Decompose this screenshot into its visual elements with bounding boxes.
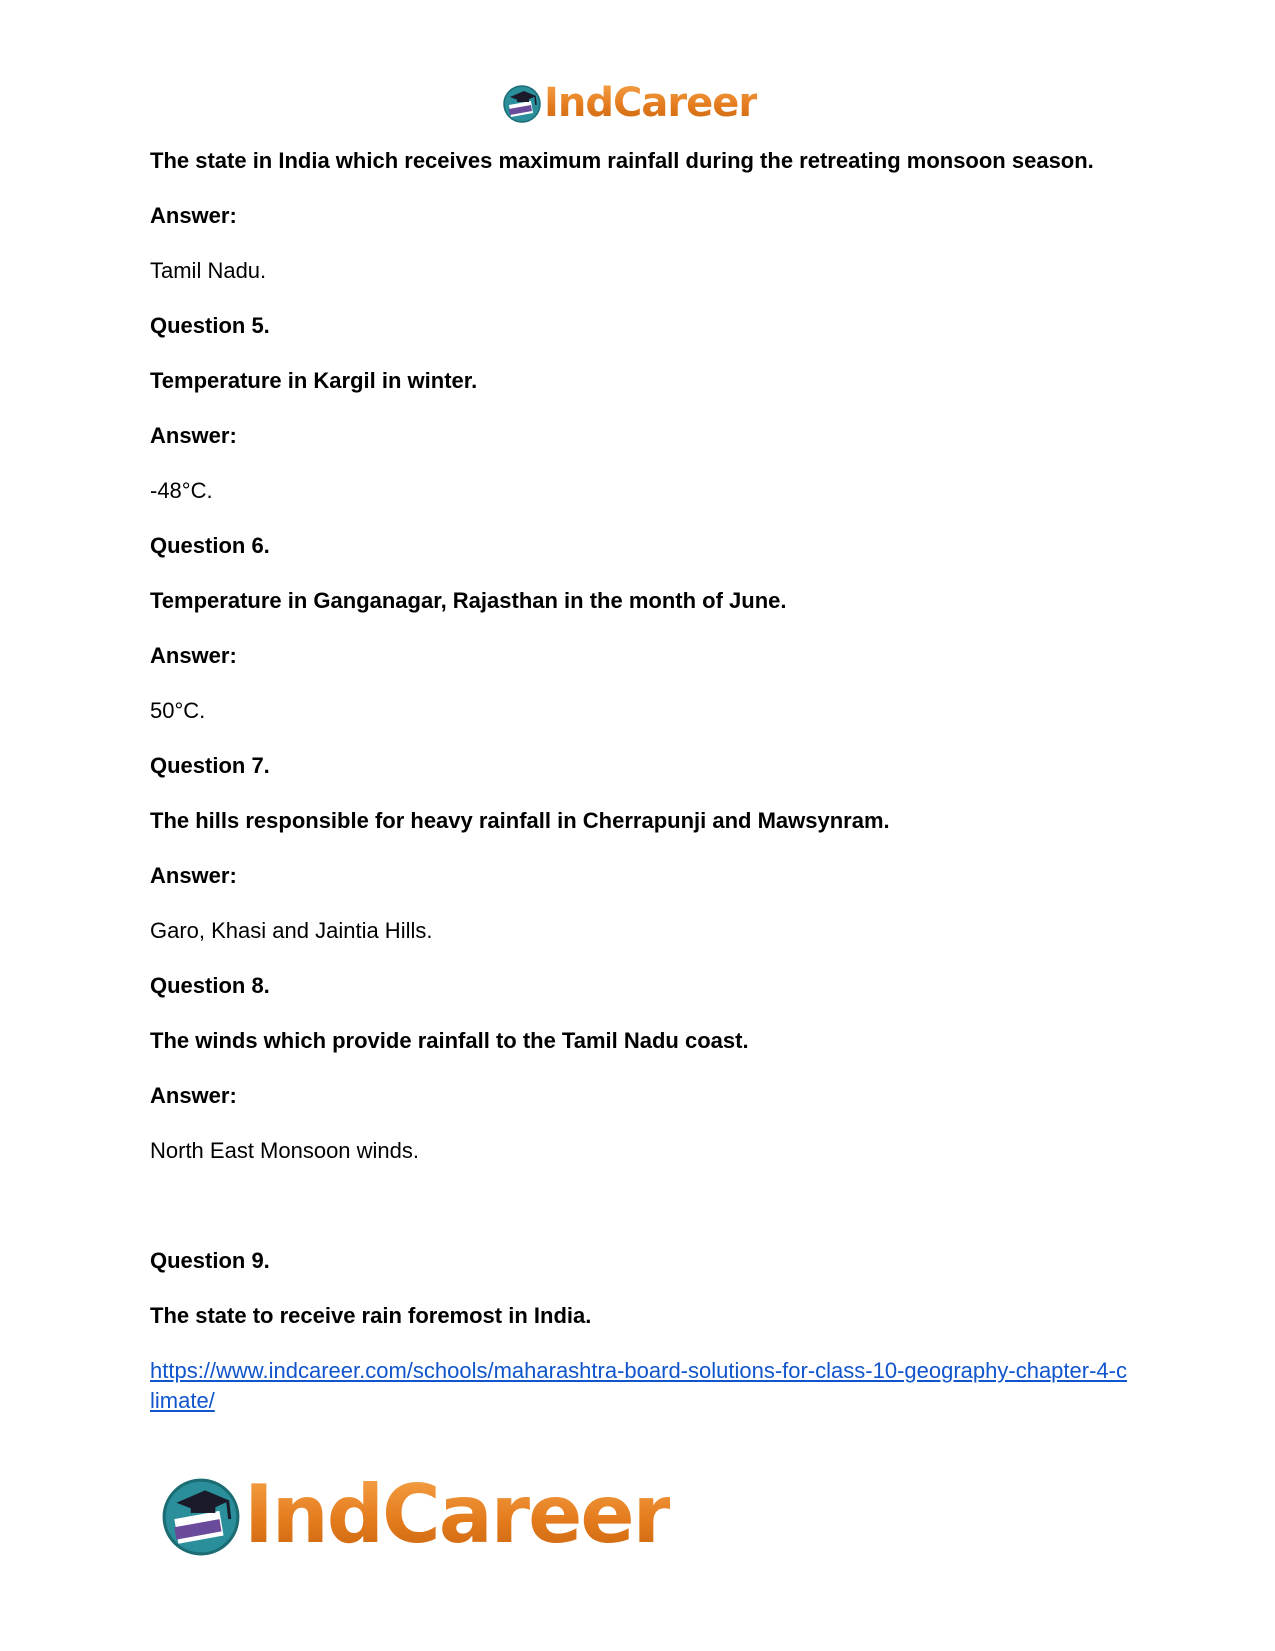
answer-label: Answer: [150, 863, 237, 888]
intro-question: The state in India which receives maximum rainfall during the retreating monsoon season. [150, 148, 1094, 173]
question-text: The hills responsible for heavy rainfall in Cherrapunji and Mawsynram. [150, 808, 890, 833]
answer-text: North East Monsoon winds. [150, 1138, 420, 1163]
question-text: Temperature in Kargil in winter. [150, 368, 478, 393]
answer-label: Answer: [150, 203, 237, 228]
question-label: Question 8. [150, 973, 270, 998]
footer-logo [160, 1470, 670, 1560]
answer-label: Answer: [150, 423, 237, 448]
source-link[interactable]: https://www.indcareer.com/schools/maharashtra-board-solutions-for-class-10-geography-chapter-4-climate/ [150, 1358, 1127, 1413]
indcareer-emblem-icon [160, 1474, 242, 1556]
answer-label: Answer: [150, 643, 237, 668]
header-logo-text: IndCareer [544, 80, 758, 126]
question-label: Question 9. [150, 1248, 270, 1273]
question-label: Question 6. [150, 533, 270, 558]
footer-logo-text: IndCareer [244, 1468, 671, 1561]
document-content [150, 146, 1130, 1416]
answer-label: Answer: [150, 1083, 237, 1108]
question-text: Temperature in Ganganagar, Rajasthan in the month of June. [150, 588, 787, 613]
answer-text: Tamil Nadu. [150, 258, 267, 283]
blank-space [150, 1191, 1130, 1246]
answer-text: -48°C. [150, 478, 213, 503]
header-logo [502, 80, 757, 126]
question-text: The state to receive rain foremost in India. [150, 1303, 592, 1328]
answer-text: Garo, Khasi and Jaintia Hills. [150, 918, 433, 943]
answer-text: 50°C. [150, 698, 206, 723]
question-label: Question 5. [150, 313, 270, 338]
question-label: Question 7. [150, 753, 270, 778]
indcareer-emblem-icon [502, 83, 542, 123]
question-text: The winds which provide rainfall to the Tamil Nadu coast. [150, 1028, 749, 1053]
